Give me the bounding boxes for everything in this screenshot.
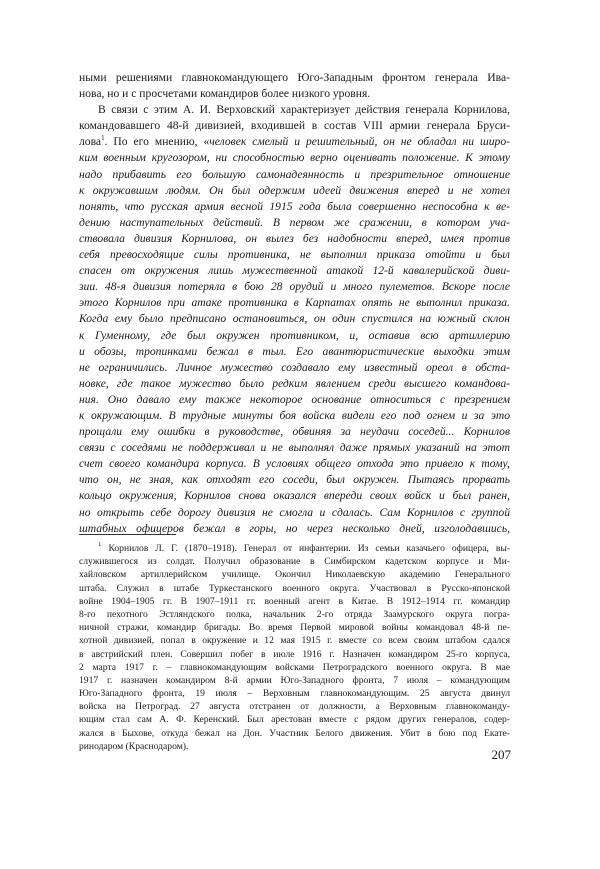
footnote-line: ринодаром (Краснодаром). [79,740,189,752]
text-line: командовавшего 48-й дивизией, входившей в состав VIII армии генерала Бруси- [79,119,510,133]
text-line: себя превосходящие силы противника, не выполнил приказа отойти и был [79,248,510,262]
footnote-line: ющим стал сам А. Ф. Керенский. Был арестован вместе с рядом других генералов, содер- [79,714,510,726]
text-line [79,134,510,150]
main-text [79,70,510,537]
footnote-line: хайловском артиллерийском училище. Окончил Николаевскую академию Генерального [79,569,510,581]
footnote-line: в австрийский плен. Совершил побег в июле 1916 г. Назначен командиром 25-го корпуса, [79,648,510,660]
text-line: счет своего командира корпуса. В условиях общего отхода это привело к тому, [79,457,510,471]
text-line: ния. Оно давало ему также некоторое основание относиться с презрением [79,392,510,406]
footnote-line: 2 марта 1917 г. – главнокомандующим войсками Петроградского военного округа. В мае [79,661,510,673]
text-line: к окружающим. В трудные минуты боя войска видели его под огнем и за это [79,408,510,422]
text-line: надо прибавить его большую самонадеянность и презрительное отношение [79,167,510,181]
footnote-marker: 1 [98,542,102,548]
text-line: нова, но и с просчетами командиров более низкого уровня. [79,87,371,101]
text-line: В связи с этим А. И. Верховский характеризует действия генерала Корнилова, [98,103,510,117]
footnote-line: жался в Быхове, откуда бежал на Дон. Участник Белого движения. Убит в бою под Екате- [79,727,510,739]
footnote-divider [79,534,176,535]
footnote-line: войне 1904–1905 гг. В 1907–1911 гг. военный агент в Китае. В 1912–1914 гг. командир [79,595,510,607]
page-number: 207 [491,747,511,762]
footnote-reference: 1 [101,134,105,143]
footnote-line [79,542,510,555]
text-line: не ограничились. Личное мужество создавало ему известный ореол в обста- [79,360,510,374]
text-line: ким военным кругозором, ни способностью верно оценивать положение. К этому [79,151,510,165]
text-line: зии. 48-я дивизия потеряла в бою 28 орудий и много пулеметов. Вскоре после [79,280,510,294]
text-line: новке, где такое мужество было редким явлением среди высшего командова- [79,376,510,390]
footnote-line: Юго-Западного фронта, 19 июля – Верховным главнокомандующим. 25 августа двинул [79,688,510,700]
text-line: Когда ему было предписано остановиться, он один спустился на южный склон [79,312,510,326]
footnote-line: 1917 г. назначен командиром 8-й армии Юго-Западного фронта, 7 июля – командующим [79,674,510,686]
text-line: кольцо окружения, Корнилов снова оказался впереди своих войск и был ранен, [79,489,510,503]
footnote-line: 8-го пехотного Эстляндского полка, начальник 2-го отряда Заамурского округа погра- [79,608,510,620]
text-line: ными решениями главнокомандующего Юго-Западным фронтом генерала Ива- [79,71,510,84]
text-line: ствовала дивизия Корнилова, он вылез без надобности вперед, имея против [79,231,510,245]
text-line: дению наступательных действий. В первом же сражении, в котором уча- [79,215,510,229]
footnote-line: штаба. Служил в штабе Туркестанского военного округа. Участвовал в Русско-японской [79,582,510,594]
footnote-line: служившегося из солдат. Получил образование в Симбирском кадетском корпусе и Ми- [79,556,510,568]
text-line: но открыть себе дорогу дивизия не смогла и сдалась. Сам Корнилов с группой [79,505,510,519]
text-line: к Гуменному, где был окружен противником, и, оставив всю артиллерию [79,328,510,342]
text-line: штабных офицеров бежал в горы, но через несколько дней, изголодавшись, [79,521,510,535]
text-line: и обозы, тропинками бежал в тыл. Его авантюристические выходки этим [79,344,510,358]
text-line: к окружавшим людям. Он был одержим идеей движения вперед и не хотел [79,183,510,197]
text-fragment: лова [79,135,102,149]
text-line: понять, что русская армия весной 1915 года была совершенно неспособна к ве- [79,199,510,213]
text-line: связи с соседями не поддерживал и не выполнял даже прямых указаний на этот [79,441,510,455]
text-fragment: . По его мнению, « [104,135,210,149]
text-line: спасен от окружения лишь мужественной атакой 12-й кавалерийской диви- [79,264,510,278]
footnote-line: хотной дивизией, попал в окружение и 12 мая 1915 г. вместе со всем своим штабом сдался [79,635,510,647]
footnote-text: Корнилов Л. Г. (1870–1918). Генерал от инфантерии. Из семьи казачьего офицера, вы- [108,543,510,554]
text-line: этого Корнилов при атаке противника в Карпатах опять не выполнил приказа. [79,296,510,310]
footnote [79,542,510,753]
quote-fragment: человек смелый и решительный, он не обладал ни широ- [209,135,510,149]
text-line: прощали ему ошибки в руководстве, обвиняя за неудачи соседей... Корнилов [79,425,510,439]
footnote-line: ничной стражи, командир бригады. Во время Первой мировой войны командовал 48-й пе- [79,622,510,634]
text-line: что он, не зная, как отходят его соседи, был окружен. Пытаясь прорвать [79,473,510,487]
footnote-line: войска на Петроград. 27 августа отстранен от должности, а Верховным главнокоманду- [79,701,510,713]
